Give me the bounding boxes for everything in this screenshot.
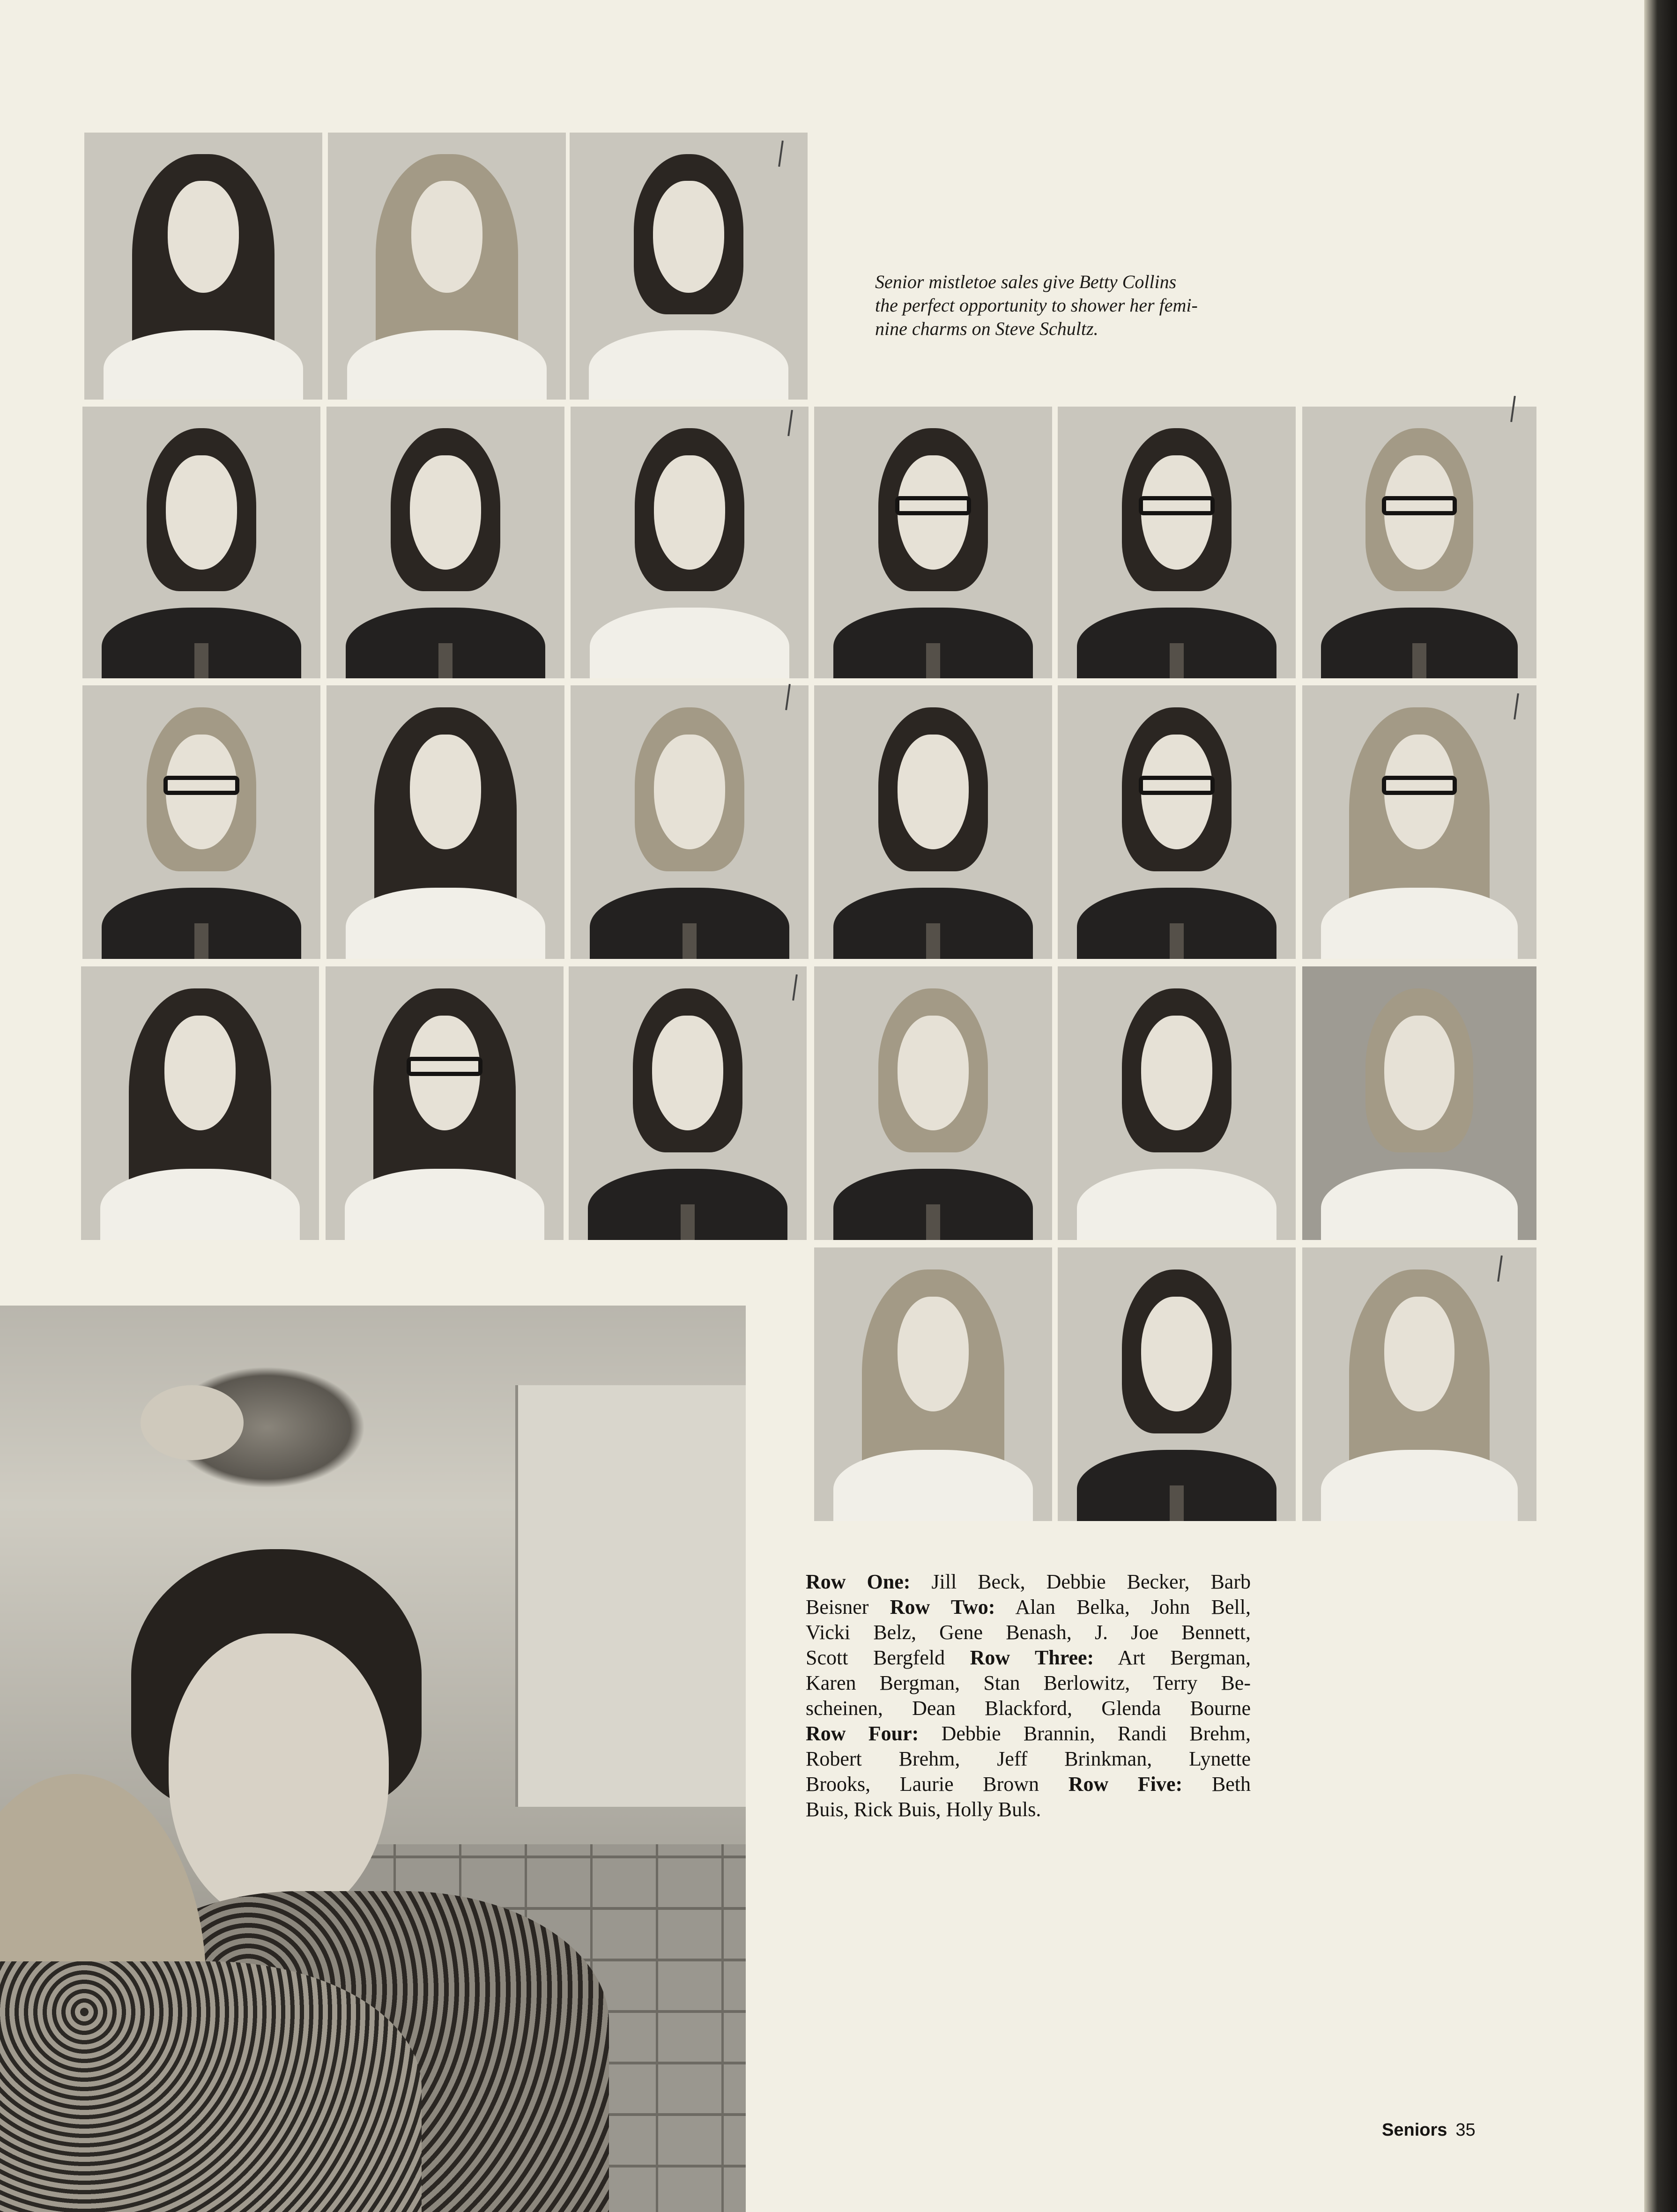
names-text: Beisner	[806, 1596, 869, 1618]
name-line	[806, 1569, 1251, 1595]
caption-line: Senior mistletoe sales give Betty Collins	[875, 271, 1177, 292]
portrait-row2-2	[326, 407, 564, 678]
names-text: Vicki Belz, Gene Benash, J. Joe Bennett,	[806, 1621, 1251, 1644]
portrait-row3-4	[814, 685, 1052, 959]
portrait-row5-2	[1058, 1247, 1296, 1521]
portrait-row3-2	[326, 685, 564, 959]
names-text: Scott Bergfeld	[806, 1646, 945, 1669]
names-text: Debbie Brannin, Randi Brehm,	[919, 1722, 1251, 1745]
portrait-row3-6	[1302, 685, 1536, 959]
portrait-row2-3	[571, 407, 809, 678]
names-text: Beth	[1182, 1773, 1251, 1796]
section-label: Seniors	[1382, 2120, 1447, 2140]
portrait-row4-6	[1302, 966, 1536, 1240]
name-line	[806, 1595, 1251, 1620]
row-label: Row Four:	[806, 1722, 919, 1745]
names-text: Art Bergman,	[1094, 1646, 1251, 1669]
portrait-row2-6	[1302, 407, 1536, 678]
row-label: Row Three:	[945, 1646, 1094, 1669]
name-line	[806, 1620, 1251, 1645]
portrait-row5-1	[814, 1247, 1052, 1521]
portrait-row2-5	[1058, 407, 1296, 678]
portrait-row3-1	[82, 685, 320, 959]
name-line	[806, 1746, 1251, 1772]
names-text: Robert Brehm, Jeff Brinkman, Lynette	[806, 1747, 1251, 1770]
portrait-row5-3	[1302, 1247, 1536, 1521]
senior-names-list	[806, 1569, 1251, 1822]
page-footer	[1382, 2118, 1476, 2140]
portrait-row1-3	[570, 133, 808, 400]
names-text: Alan Belka, John Bell,	[995, 1596, 1251, 1618]
portrait-row4-5	[1058, 966, 1296, 1240]
names-text: Jill Beck, Debbie Becker, Barb	[910, 1570, 1251, 1593]
name-line	[806, 1797, 1251, 1822]
row-label: Row Five:	[1039, 1773, 1183, 1796]
row-label: Row One:	[806, 1570, 911, 1593]
names-text: Brooks, Laurie Brown	[806, 1773, 1039, 1796]
photo-caption	[875, 270, 1334, 341]
portrait-row3-3	[571, 685, 809, 959]
caption-line: the perfect opportunity to shower her femi-	[875, 295, 1198, 316]
name-line	[806, 1645, 1251, 1670]
portrait-row2-4	[814, 407, 1052, 678]
names-text: scheinen, Dean Blackford, Glenda Bourne	[806, 1697, 1251, 1720]
portrait-row3-5	[1058, 685, 1296, 959]
page-binding-edge	[1644, 0, 1677, 2212]
candid-mistletoe-photo	[0, 1306, 746, 2212]
portrait-row1-1	[84, 133, 322, 400]
name-line	[806, 1721, 1251, 1746]
portrait-row1-2	[328, 133, 566, 400]
name-line	[806, 1670, 1251, 1696]
page-number: 35	[1455, 2120, 1476, 2140]
portrait-row4-4	[814, 966, 1052, 1240]
name-line	[806, 1696, 1251, 1721]
name-line	[806, 1772, 1251, 1797]
row-label: Row Two:	[868, 1596, 995, 1618]
portrait-row4-3	[569, 966, 807, 1240]
portrait-row4-2	[326, 966, 564, 1240]
names-text: Buis, Rick Buis, Holly Buls.	[806, 1798, 1041, 1821]
portrait-row4-1	[81, 966, 319, 1240]
caption-line: nine charms on Steve Schultz.	[875, 318, 1098, 339]
portrait-row2-1	[82, 407, 320, 678]
names-text: Karen Bergman, Stan Berlowitz, Terry Be-	[806, 1671, 1251, 1694]
